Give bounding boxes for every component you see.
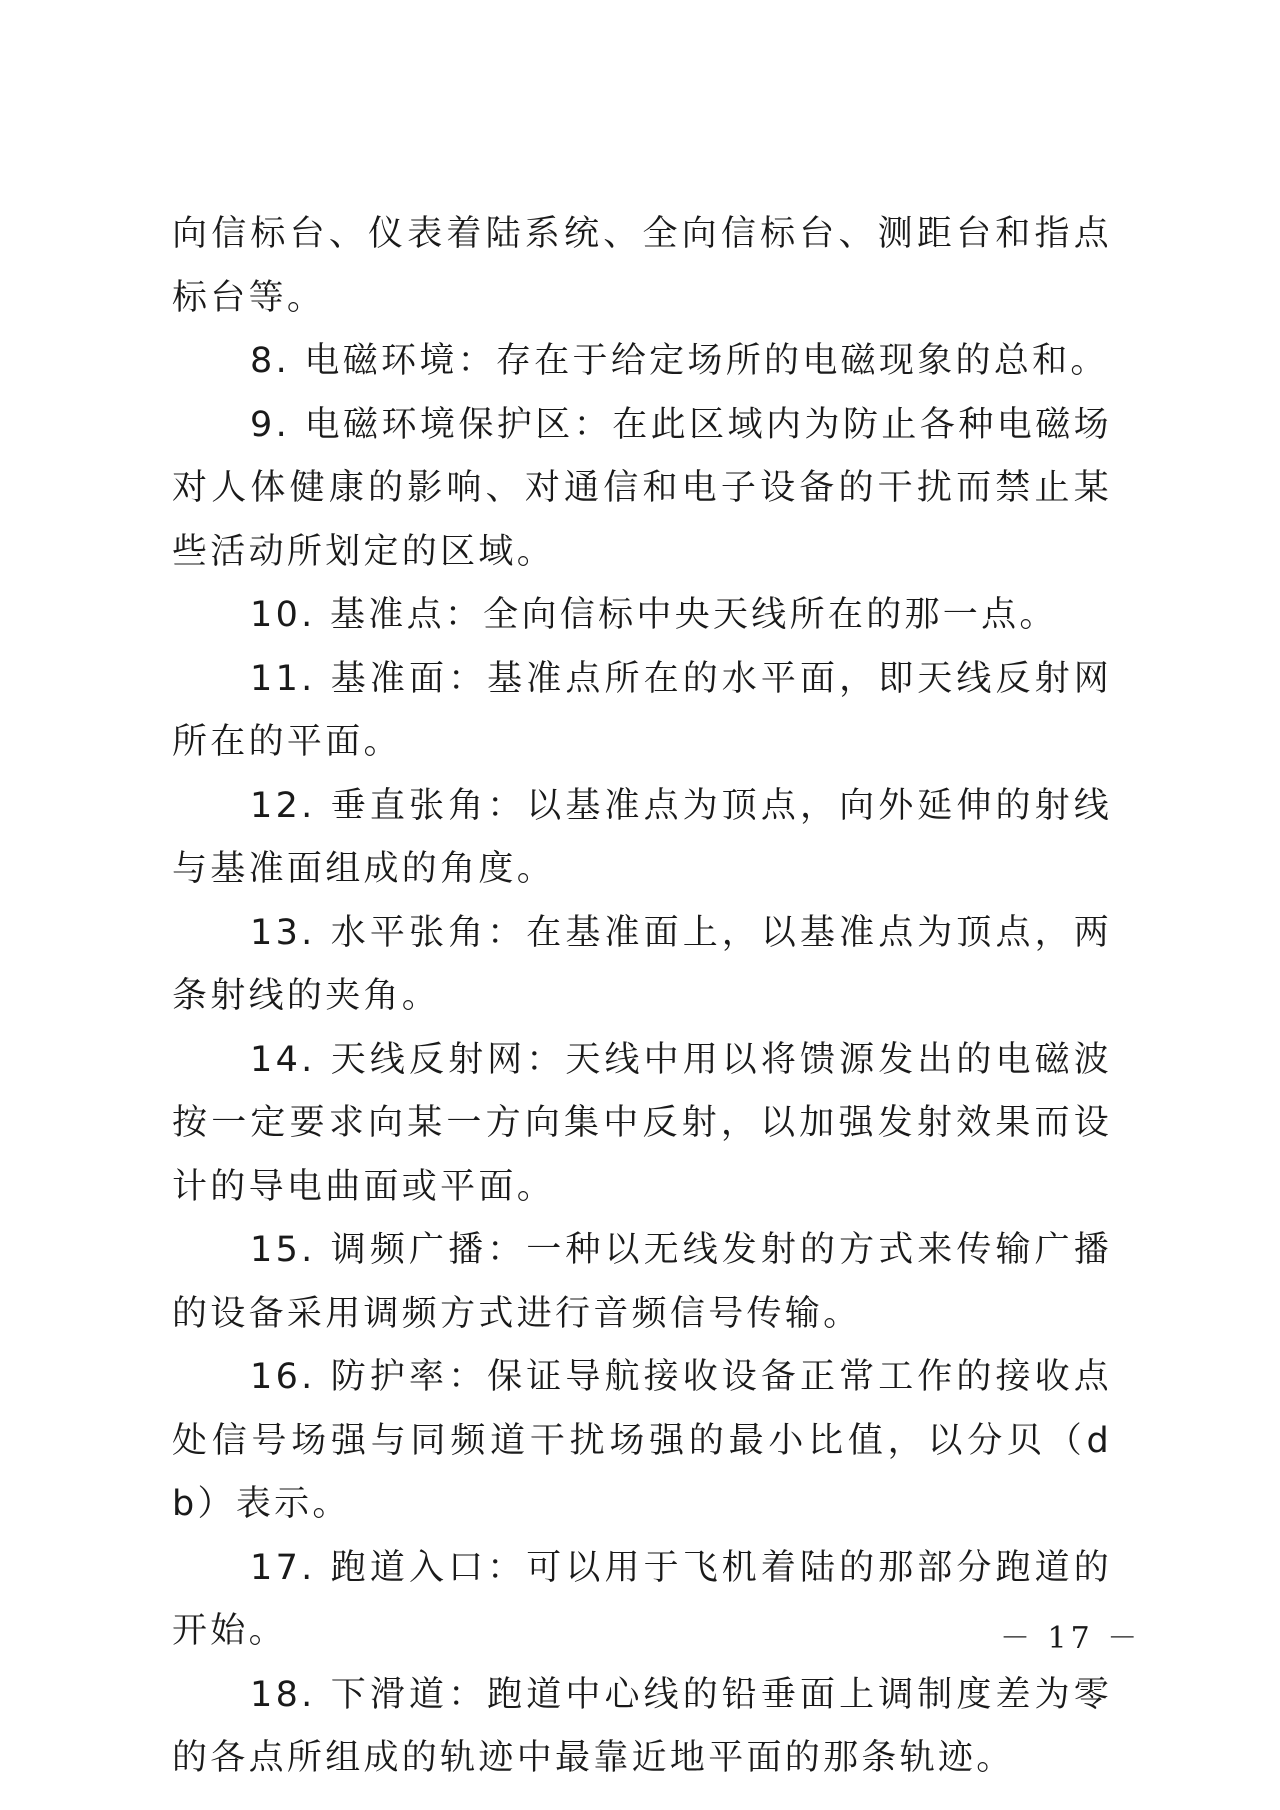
definition-8: 8. 电磁环境：存在于给定场所的电磁现象的总和。 [250,341,1109,381]
definition-11: 11. 基准面：基准点所在的水平面，即天线反射网所在的平面。 [172,658,1112,762]
paragraph-continuation: 向信标台、仪表着陆系统、全向信标台、测距台和指点标台等。 [172,214,1112,318]
definition-12: 12. 垂直张角：以基准点为顶点，向外延伸的射线与基准面组成的角度。 [172,785,1112,889]
body-text [172,203,1112,1791]
page-number: － 17 － [1000,1621,1142,1656]
definition-13: 13. 水平张角：在基准面上，以基准点为顶点，两条射线的夹角。 [172,912,1112,1016]
definition-15: 15. 调频广播：一种以无线发射的方式来传输广播的设备采用调频方式进行音频信号传输。 [172,1230,1112,1334]
definition-17: 17. 跑道入口：可以用于飞机着陆的那部分跑道的开始。 [172,1547,1112,1651]
definition-10: 10. 基准点：全向信标中央天线所在的那一点。 [250,595,1058,635]
definition-18: 18. 下滑道：跑道中心线的铅垂面上调制度差为零的各点所组成的轨迹中最靠近地平面的那条轨迹。 [172,1674,1112,1778]
definition-16: 16. 防护率：保证导航接收设备正常工作的接收点处信号场强与同频道干扰场强的最小比值，以分贝（db）表示。 [172,1357,1112,1524]
definition-9: 9. 电磁环境保护区：在此区域内为防止各种电磁场对人体健康的影响、对通信和电子设备的干扰而禁止某些活动所划定的区域。 [172,404,1112,572]
definition-14: 14. 天线反射网：天线中用以将馈源发出的电磁波按一定要求向某一方向集中反射，以加强发射效果而设计的导电曲面或平面。 [172,1039,1112,1207]
